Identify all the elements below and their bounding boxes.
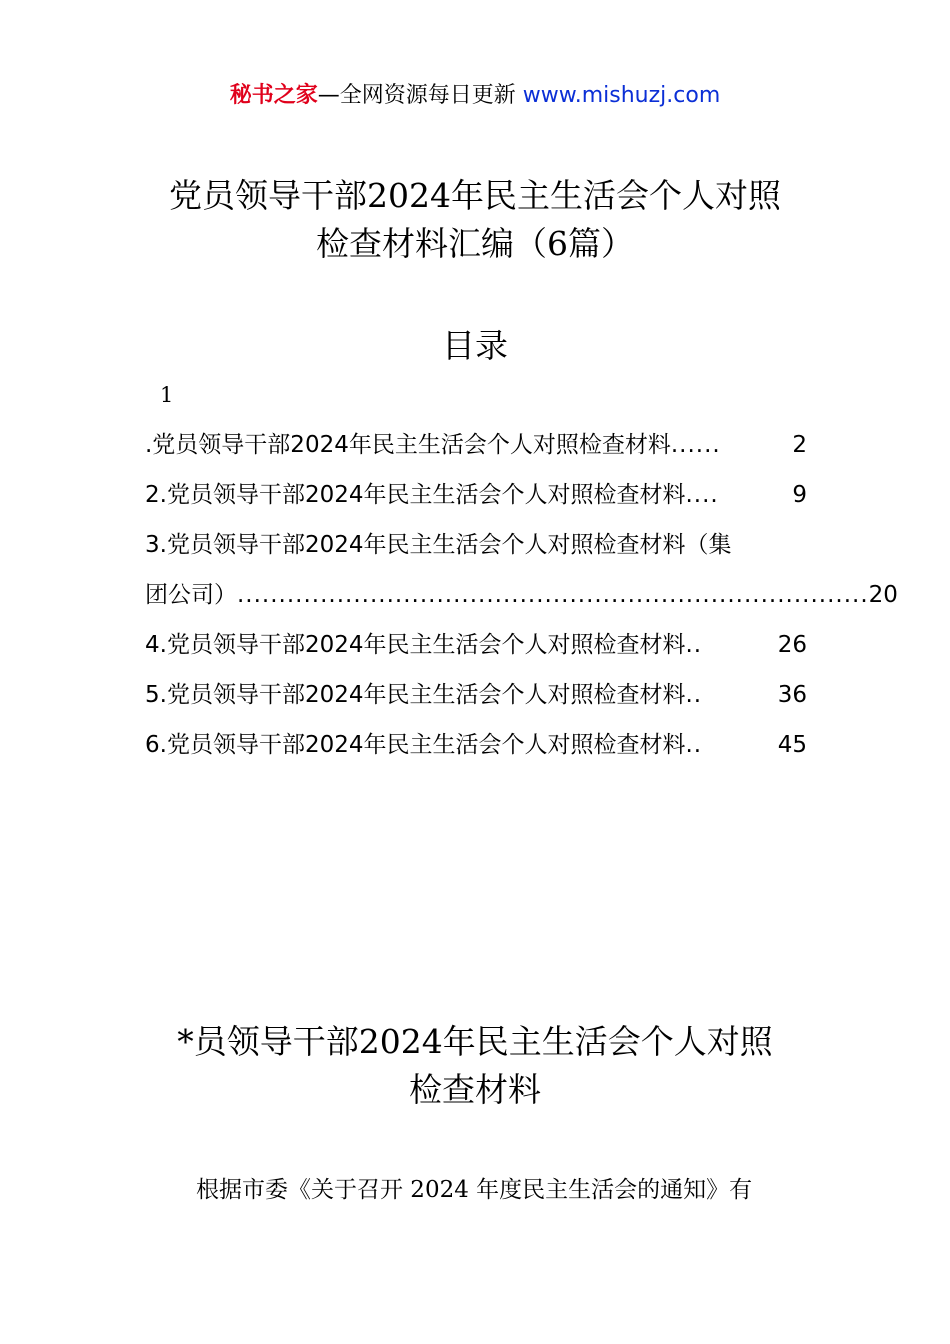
toc-heading: 目录 [442, 326, 508, 365]
toc-entry[interactable] [145, 674, 807, 724]
toc-leader-dots: ............................................................................ [237, 582, 869, 608]
toc-page-number: 20 [868, 582, 898, 608]
toc-page-number: 2 [792, 432, 807, 458]
toc-entry-title: 4.党员领导干部2024年民主生活会个人对照检查材料 [145, 632, 686, 658]
toc-entry-title: 2.党员领导干部2024年民主生活会个人对照检查材料 [145, 482, 686, 508]
toc-page-number: 45 [777, 732, 807, 758]
toc-entry-title: 6.党员领导干部2024年民主生活会个人对照检查材料 [145, 732, 686, 758]
toc-entry-title: 5.党员领导干部2024年民主生活会个人对照检查材料 [145, 682, 686, 708]
section-title-line-1: *员领导干部2024年民主生活会个人对照 [177, 1022, 773, 1061]
toc-page-number: 26 [777, 632, 807, 658]
brand-name: 秘书之家 [229, 83, 318, 108]
toc-item-number: 1 [160, 383, 174, 407]
toc-leader-dots: .. [685, 682, 703, 708]
toc-leader-dots: .. [685, 732, 703, 758]
toc-leader-dots [731, 524, 807, 574]
toc-entry[interactable] [145, 524, 807, 574]
header-slogan: —全网资源每日更新 [317, 83, 523, 108]
toc-entry[interactable] [145, 474, 807, 524]
toc-leader-dots: ...... [670, 432, 721, 458]
toc-entry-title: 团公司） [145, 582, 237, 608]
table-of-contents [145, 424, 898, 774]
site-url-link[interactable]: www.mishuzj.com [522, 83, 721, 108]
toc-page-number: 9 [792, 482, 807, 508]
document-title-line-2: 检查材料汇编（6篇） [316, 224, 634, 263]
toc-entry-title: 3.党员领导干部2024年民主生活会个人对照检查材料（集 [145, 532, 732, 558]
site-header [0, 80, 950, 112]
toc-entry[interactable] [145, 424, 807, 474]
toc-entry[interactable] [145, 624, 807, 674]
toc-leader-dots: .... [685, 482, 719, 508]
body-paragraph: 根据市委《关于召开 2024 年度民主生活会的通知》有 [196, 1177, 753, 1203]
section-title-line-2: 检查材料 [409, 1070, 541, 1109]
section-title [0, 1018, 950, 1114]
toc-page-number: 36 [777, 682, 807, 708]
document-title [0, 172, 950, 268]
toc-leader-dots: .. [685, 632, 703, 658]
toc-entry[interactable] [145, 724, 807, 774]
toc-entry-title: .党员领导干部2024年民主生活会个人对照检查材料 [145, 432, 671, 458]
toc-entry[interactable] [145, 574, 898, 624]
document-title-line-1: 党员领导干部2024年民主生活会个人对照 [169, 176, 781, 215]
